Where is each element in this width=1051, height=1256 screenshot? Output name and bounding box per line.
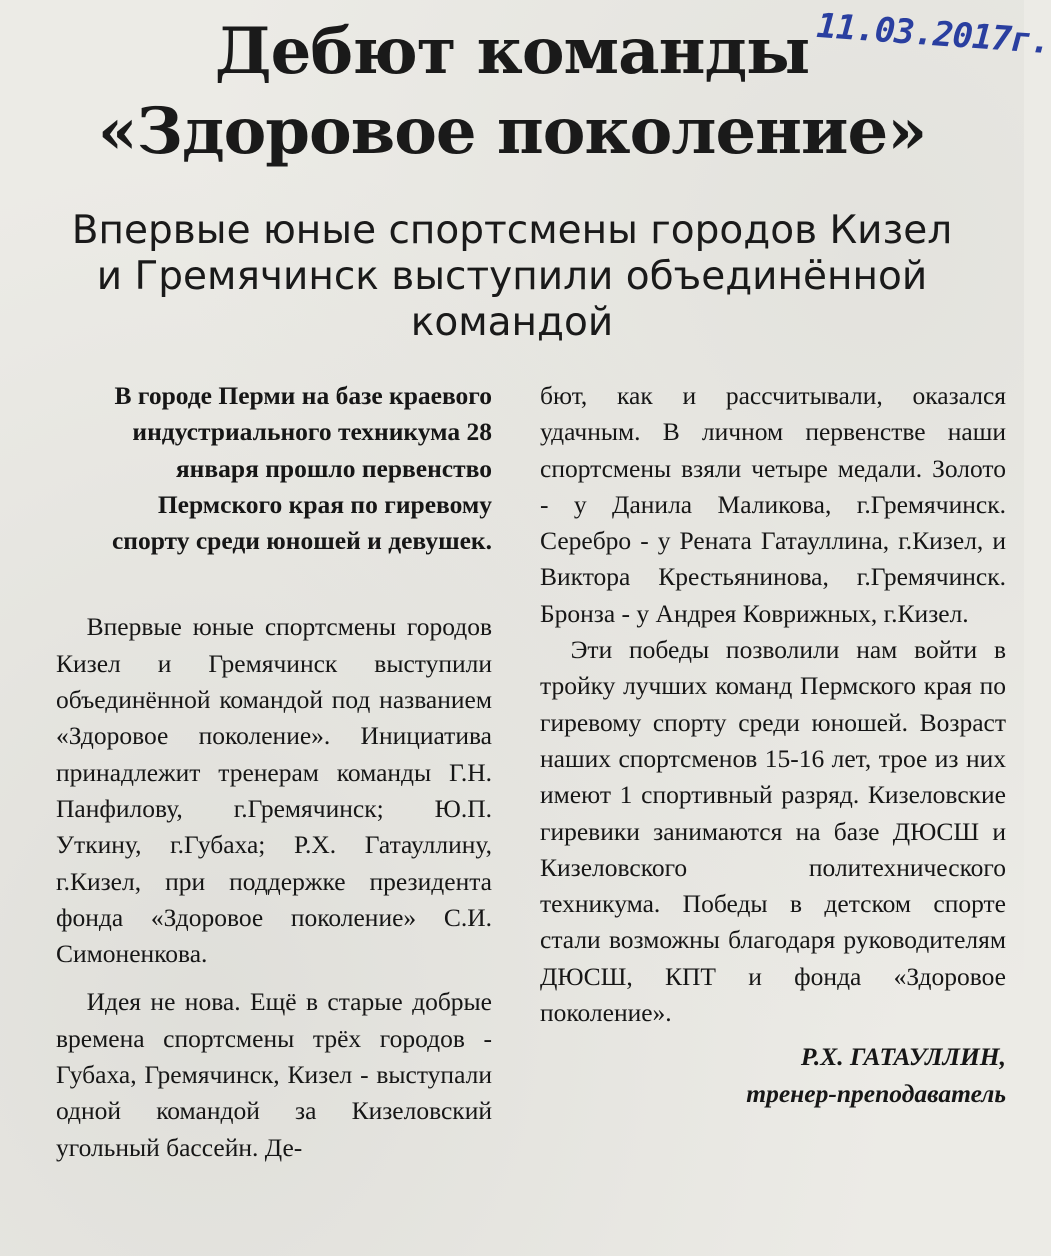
paragraph-3: Эти победы позволили нам войти в тройку лучших команд Пермского края по гиревому спорту среди юношей. Возраст наших спортсменов 15-16 лет, трое из них имеют 1 спортивный разряд. Кизеловские гиревики занимаются на базе ДЮСШ и Кизеловского политехнического техникума. Победы в детском спорте стали возможны благодаря руководителям ДЮСШ, КПТ и фонда «Здоровое поколение». bbox=[540, 635, 1006, 1028]
article-lead: В городе Перми на базе краевого индустриального техникума 28 января прошло первенство Пермского края по гиревому спорту среди юношей и девушек. bbox=[111, 381, 492, 556]
title-line-1: Дебют команды bbox=[214, 14, 810, 89]
author-signature bbox=[540, 1039, 1006, 1112]
author-name: Р.Х. ГАТАУЛЛИН, bbox=[800, 1042, 1006, 1072]
article-title bbox=[40, 12, 984, 172]
title-line-2: «Здоровое поколение» bbox=[97, 94, 927, 169]
handwritten-date: 11.03.2017г. bbox=[815, 6, 1051, 63]
author-role: тренер-преподаватель bbox=[746, 1078, 1006, 1108]
paragraph-2-part-2: бют, как и рассчитывали, оказался удачным. В личном первенстве наши спортсмены взяли четыре медали. Золото - у Данила Маликова, г.Гремячинск. Серебро - у Рената Гатауллина, г.Кизел, и Виктора Крестьянинова, г.Гремячинск. Бронза - у Андрея Коврижных, г.Кизел. bbox=[540, 381, 1006, 628]
right-column bbox=[540, 378, 1006, 1112]
left-column bbox=[56, 378, 492, 1166]
article-subtitle: Впервые юные спортсмены городов Кизел и Гремячинск выступили объединённой командой bbox=[71, 208, 953, 345]
paragraph-2-part-1: Идея не нова. Ещё в старые добрые времена спортсмены трёх городов - Губаха, Гремячинск, Кизел - выступали одной командой за Кизеловский угольный бассейн. Де- bbox=[56, 987, 492, 1162]
paragraph-1: Впервые юные спортсмены городов Кизел и Гремячинск выступили объединённой командой под названием «Здоровое поколение». Инициатива принадлежит тренерам команды Г.Н. Панфилову, г.Гремячинск; Ю.П. Уткину, г.Губаха; Р.Х. Гатауллину, г.Кизел, при поддержке президента фонда «Здоровое поколение» С.И. Симоненкова. bbox=[56, 612, 492, 969]
